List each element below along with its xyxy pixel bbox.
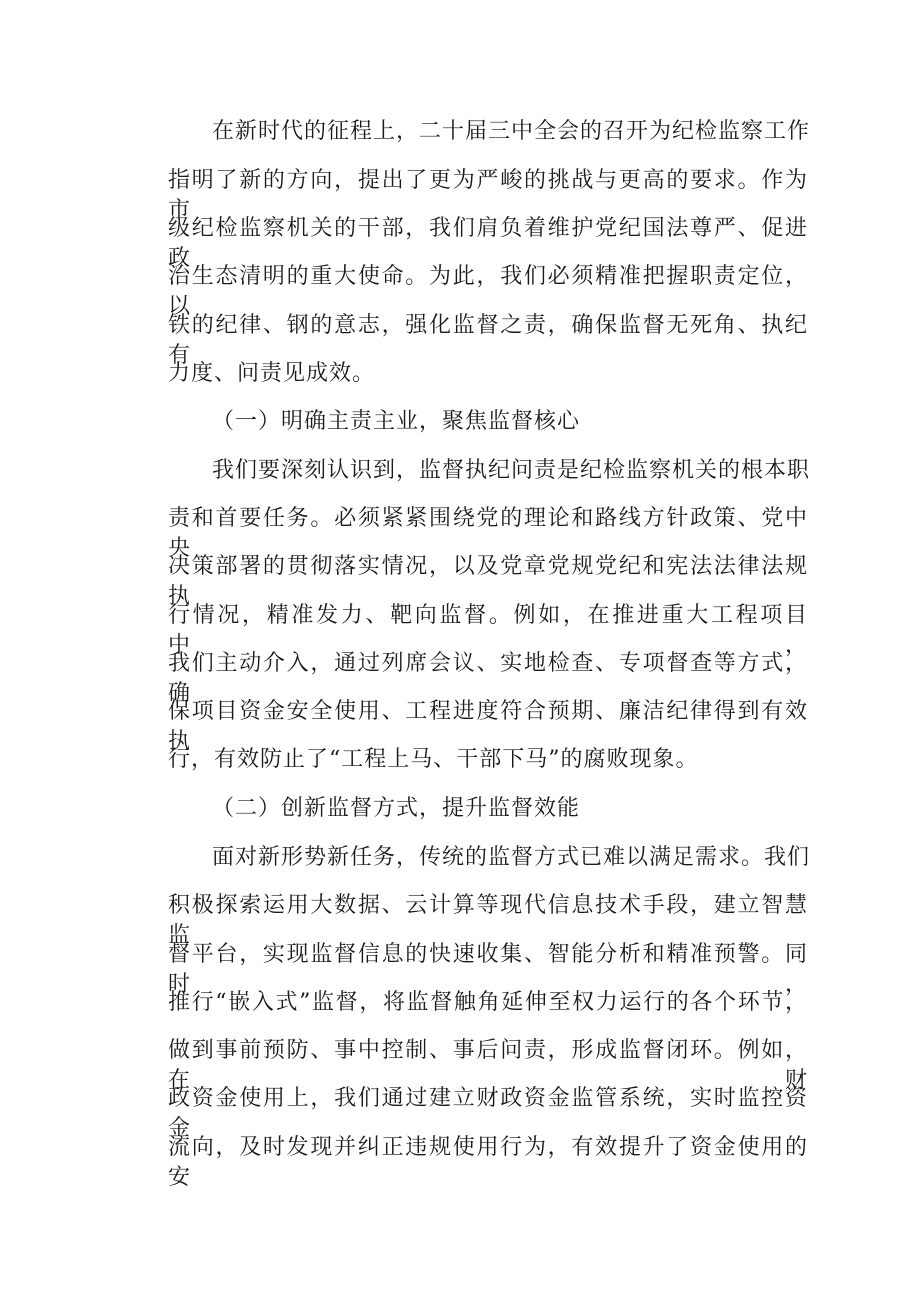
paragraph-line: 积极探索运用大数据、云计算等现代信息技术手段，建立智慧监 xyxy=(168,893,808,948)
paragraph-line: 我们要深刻认识到，监督执纪问责是纪检监察机关的根本职 xyxy=(212,458,811,483)
paragraph-line: 推行“嵌入式”监督，将监督触角延伸至权力运行的各个环节， xyxy=(168,990,808,1015)
paragraph-line: 力度、问责见成效。 xyxy=(168,361,376,386)
paragraph-line: 面对新形势新任务，传统的监督方式已难以满足需求。我们 xyxy=(212,845,811,870)
paragraph-line: 铁的纪律、钢的意志，强化监督之责，确保监督无死角、执纪有 xyxy=(168,313,808,368)
paragraph-line: 行情况，精准发力、靶向监督。例如，在推进重大工程项目中， xyxy=(168,603,808,658)
paragraph-line: 在新时代的征程上，二十届三中全会的召开为纪检监察工作 xyxy=(212,119,811,144)
paragraph-line: 治生态清明的重大使命。为此，我们必须精准把握职责定位，以 xyxy=(168,264,808,319)
paragraph-line: 政资金使用上，我们通过建立财政资金监管系统，实时监控资金 xyxy=(168,1086,808,1141)
paragraph-line: 指明了新的方向，提出了更为严峻的挑战与更高的要求。作为市 xyxy=(168,168,808,223)
paragraph-line: 级纪检监察机关的干部，我们肩负着维护党纪国法尊严、促进政 xyxy=(168,216,808,271)
paragraph-line: 决策部署的贯彻落实情况，以及党章党规党纪和宪法法律法规执 xyxy=(168,554,808,609)
paragraph-line: 保项目资金安全使用、工程进度符合预期、廉洁纪律得到有效执 xyxy=(168,699,808,754)
paragraph-line: 流向，及时发现并纠正违规使用行为，有效提升了资金使用的安 xyxy=(168,1135,808,1190)
paragraph-line: 行，有效防止了“工程上马、干部下马”的腐败现象。 xyxy=(168,747,699,772)
paragraph-line: 做到事前预防、事中控制、事后问责，形成监督闭环。例如，在财 xyxy=(168,1038,808,1093)
paragraph-line: 我们主动介入，通过列席会议、实地检查、专项督查等方式，确 xyxy=(168,651,808,706)
section-heading-1: （一）明确主责主业，聚焦监督核心 xyxy=(212,409,581,434)
paragraph-line: 责和首要任务。必须紧紧围绕党的理论和路线方针政策、党中央 xyxy=(168,506,808,561)
section-heading-2: （二）创新监督方式，提升监督效能 xyxy=(212,796,581,821)
paragraph-line: 督平台，实现监督信息的快速收集、智能分析和精准预警。同时， xyxy=(168,942,808,997)
